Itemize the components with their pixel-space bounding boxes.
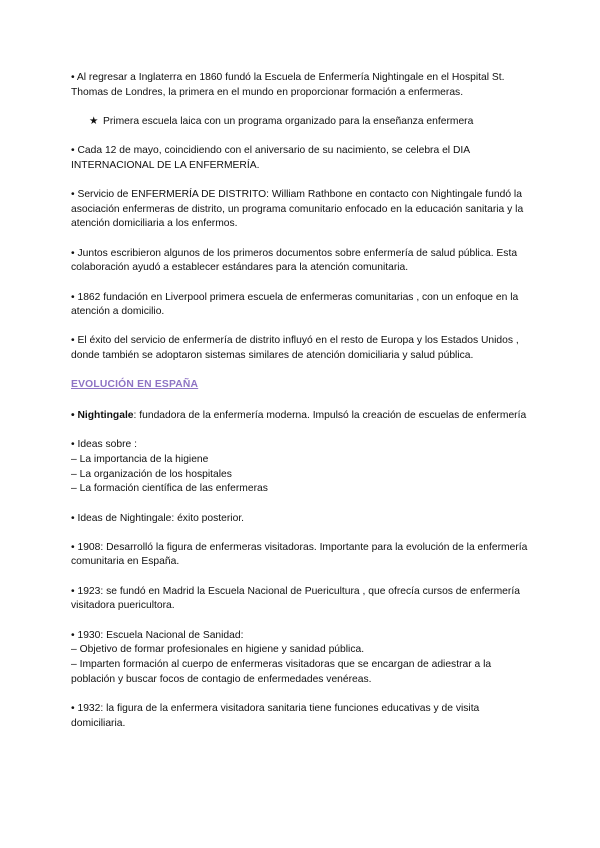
ideas-block [71,438,533,497]
star-bullet-text: Primera escuela laica con un programa organizado para la enseñanza enfermera [103,115,474,127]
item-1930: – Imparten formación al cuerpo de enfermeras visitadoras que se encargan de adiestrar a la población y buscar focos de contagio de enfermedades venéreas. [71,658,492,685]
paragraph-exito-distrito: • El éxito del servicio de enfermería de distrito influyó en el resto de Europa y los Estados Unidos , donde también se adoptaron sistemas similares de atención domiciliaria y salud pública. [71,335,519,362]
paragraph-ideas-exito: • Ideas de Nightingale: éxito posterior. [71,512,245,524]
star-bullet-line [71,115,533,130]
title-1930: • 1930: Escuela Nacional de Sanidad: [71,629,244,641]
paragraph-1923: • 1923: se fundó en Madrid la Escuela Nacional de Puericultura , que ofrecía cursos de enfermería visitadora puericultora. [71,585,520,612]
paragraph-1862: • 1862 fundación en Liverpool primera escuela de enfermeras comunitarias , con un enfoque en la atención a domicilio. [71,291,519,318]
paragraph-distrito: • Servicio de ENFERMERÍA DE DISTRITO: William Rathbone en contacto con Nightingale fundó la asociación enfermeras de distrito, un programa comunitario enfocado en la educación sanitaria y la atención domiciliaria a los enfermos. [71,189,524,230]
block-1930 [71,629,533,688]
nightingale-bullet: • [71,410,78,422]
ideas-item: – La organización de los hospitales [71,468,232,480]
ideas-title: • Ideas sobre : [71,439,137,451]
paragraph-st-thomas: • Al regresar a Inglaterra en 1860 fundó la Escuela de Enfermería Nightingale en el Hospital St. Thomas de Londres, la primera en el mundo en proporcionar formación a enfermeras. [71,72,505,98]
ideas-item: – La importancia de la higiene [71,453,209,465]
ideas-item: – La formación científica de las enfermeras [71,483,268,495]
paragraph-nightingale [71,409,533,424]
nightingale-name: Nightingale [77,410,134,422]
item-1930: – Objetivo de formar profesionales en higiene y sanidad pública. [71,644,365,656]
paragraph-1908: • 1908: Desarrolló la figura de enfermeras visitadoras. Importante para la evolución de la enfermería comunitaria en España. [71,541,528,568]
document-page [71,71,533,746]
section-heading: EVOLUCIÓN EN ESPAÑA [71,379,199,391]
star-icon: ★ [89,115,99,127]
paragraph-documentos: • Juntos escribieron algunos de los primeros documentos sobre enfermería de salud pública. Esta colaboración ayudó a establecer estándares para la atención comunitaria. [71,247,518,274]
paragraph-12-mayo: • Cada 12 de mayo, coincidiendo con el aniversario de su nacimiento, se celebra el DIA INTERNACIONAL DE LA ENFERMERÍA. [71,145,470,171]
paragraph-1932: • 1932: la figura de la enfermera visitadora sanitaria tiene funciones educativas y de visita domiciliaria. [71,702,480,729]
nightingale-text: : fundadora de la enfermería moderna. Impulsó la creación de escuelas de enfermería [133,410,527,422]
